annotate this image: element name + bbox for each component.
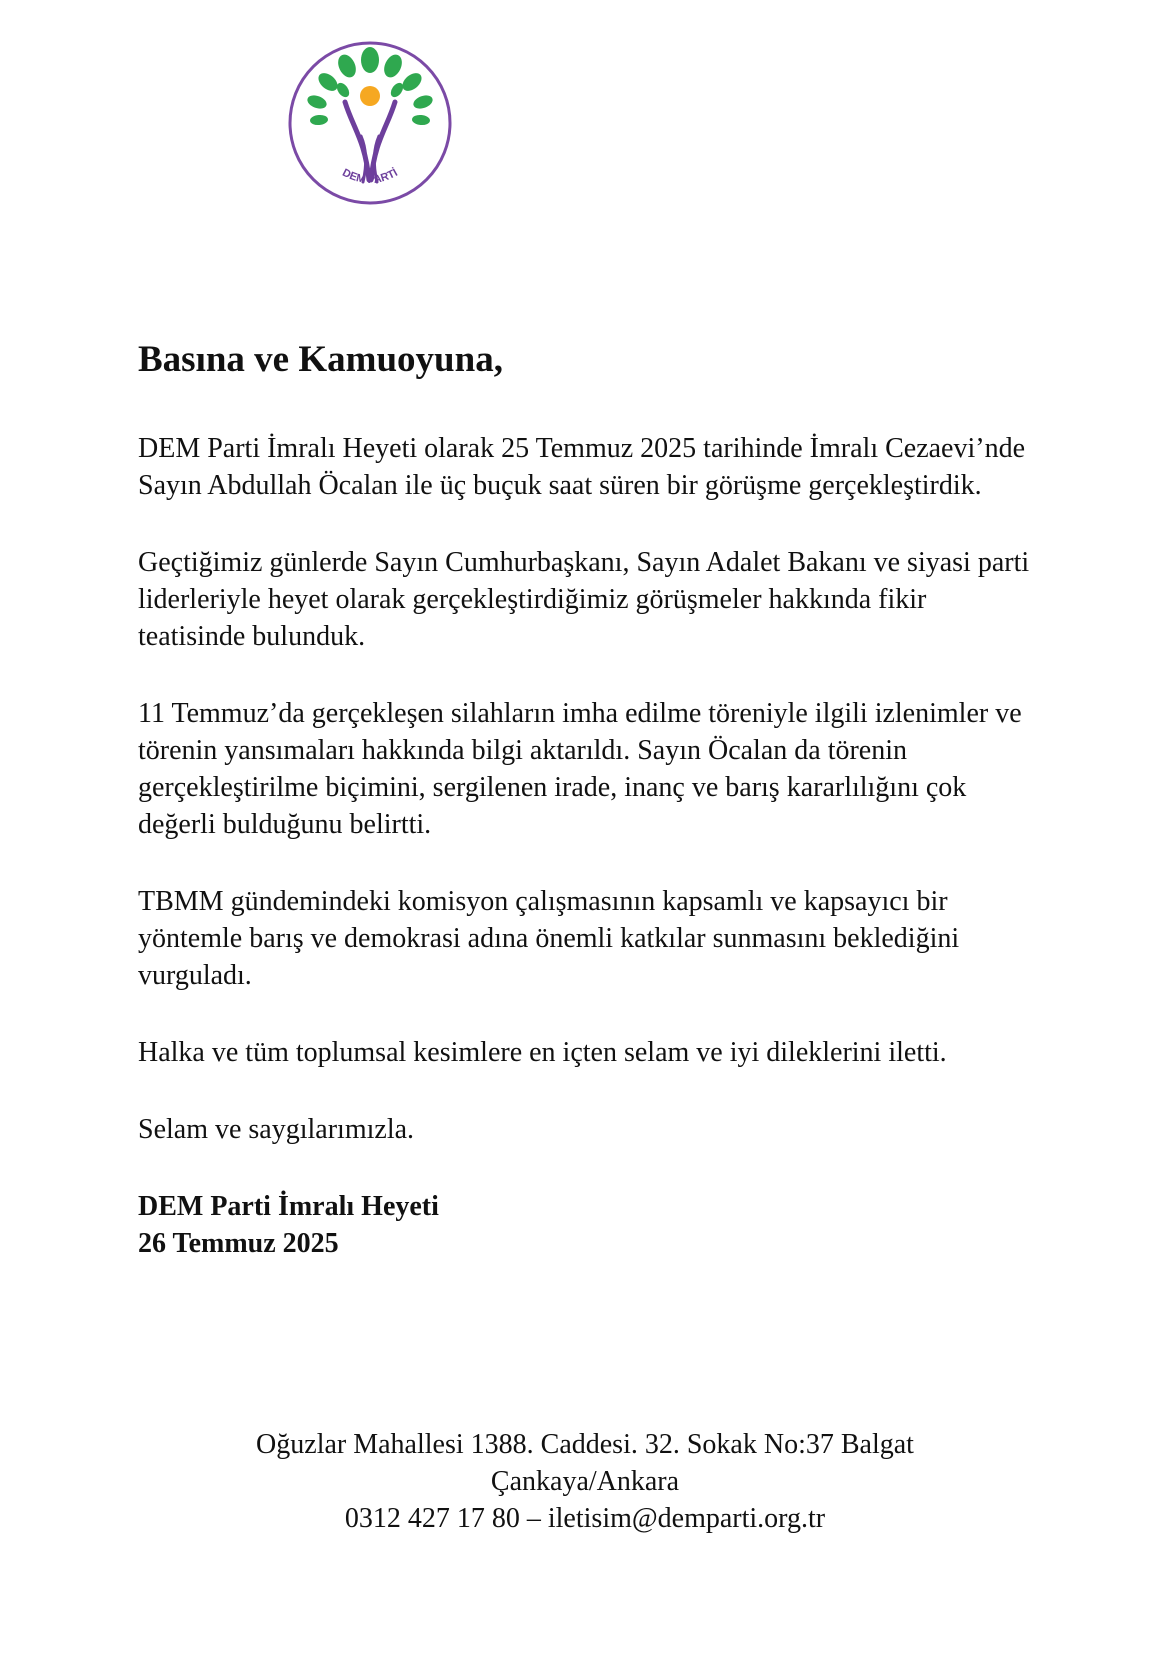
paragraph: 11 Temmuz’da gerçekleşen silahların imha edilme töreniyle ilgili izlenimler ve törenin yansımaları hakkında bilgi aktarıldı. Sayın Öcalan da törenin gerçekleştirilme biçimini, sergilenen irade, inanç ve barış kararlılığını çok değerli bulduğunu belirtti.	[138, 698, 1022, 840]
signature-date: 26 Temmuz 2025	[138, 1228, 339, 1259]
footer-contact	[0, 1426, 1170, 1537]
paragraph: TBMM gündemindeki komisyon çalışmasının kapsamlı ve kapsayıcı bir yöntemle barış ve demokrasi adına önemli katkılar sunmasını beklediğini vurguladı.	[138, 886, 960, 991]
statement-body	[138, 430, 1038, 1262]
paragraph: Geçtiğimiz günlerde Sayın Cumhurbaşkanı, Sayın Adalet Bakanı ve siyasi parti liderleriyle heyet olarak gerçekleştirdiğimiz görüşmeler hakkında fikir teatisinde bulunduk.	[138, 547, 1030, 652]
signature-name: DEM Parti İmralı Heyeti	[138, 1191, 439, 1222]
logo-text: DEM PARTİ	[340, 166, 400, 187]
signature-block	[138, 1188, 1038, 1262]
paragraph: DEM Parti İmralı Heyeti olarak 25 Temmuz 2025 tarihinde İmralı Cezaevi’nde Sayın Abdullah Öcalan ile üç buçuk saat süren bir görüşme gerçekleştirdik.	[138, 433, 1026, 501]
footer-address-line1: Oğuzlar Mahallesi 1388. Caddesi. 32. Sokak No:37 Balgat	[256, 1429, 914, 1460]
salutation-heading: Basına ve Kamuoyuna,	[138, 339, 503, 380]
footer-address-line2: Çankaya/Ankara	[490, 1466, 680, 1497]
paragraph: Halka ve tüm toplumsal kesimlere en içten selam ve iyi dileklerini iletti.	[138, 1037, 947, 1068]
footer-contact-line: 0312 427 17 80 – iletisim@demparti.org.tr	[344, 1503, 826, 1534]
tree-figure-icon	[287, 40, 453, 206]
closing-line: Selam ve saygılarımızla.	[138, 1114, 415, 1145]
dem-parti-logo	[287, 40, 453, 206]
